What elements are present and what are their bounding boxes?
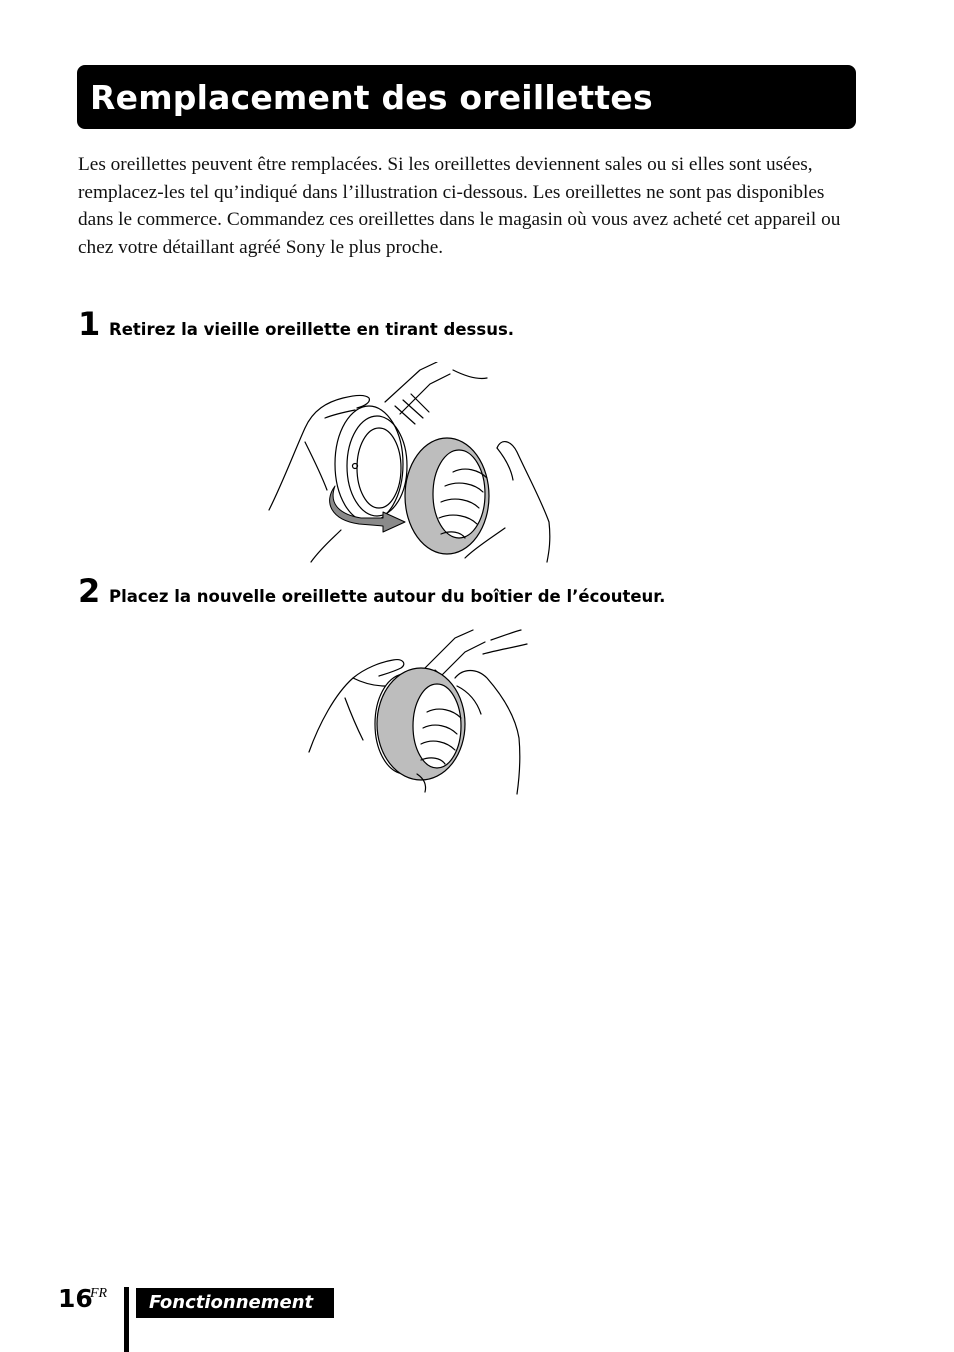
title-banner <box>77 65 856 129</box>
page-language: FR <box>90 1286 108 1301</box>
step-1 <box>78 305 514 343</box>
step-1-instruction: Retirez la vieille oreillette en tirant dessus. <box>109 320 515 339</box>
step-2-instruction: Placez la nouvelle oreillette autour du boîtier de l’écouteur. <box>109 587 666 606</box>
footer-rule <box>124 1287 129 1352</box>
step-2-number: 2 <box>78 572 101 610</box>
page-title: Remplacement des oreillettes <box>90 77 653 117</box>
section-tab: Fonctionnement <box>136 1288 334 1318</box>
step-1-number: 1 <box>78 305 101 343</box>
remove-earpad-illustration <box>265 362 555 564</box>
attach-earpad-illustration <box>305 628 530 796</box>
intro-paragraph: Les oreillettes peuvent être remplacées. Si les oreillettes deviennent sales ou si elles sont usées, remplacez-les tel qu’indiqué dans l’illustration ci-dessous. Les oreillettes ne sont pas disponibles dans le commerce. Commandez ces oreillettes dans le magasin où vous avez acheté cet appareil ou chez votre détaillant agréé Sony le plus proche. <box>78 154 841 258</box>
step-2 <box>78 572 665 610</box>
page-number: 16 <box>58 1284 93 1313</box>
